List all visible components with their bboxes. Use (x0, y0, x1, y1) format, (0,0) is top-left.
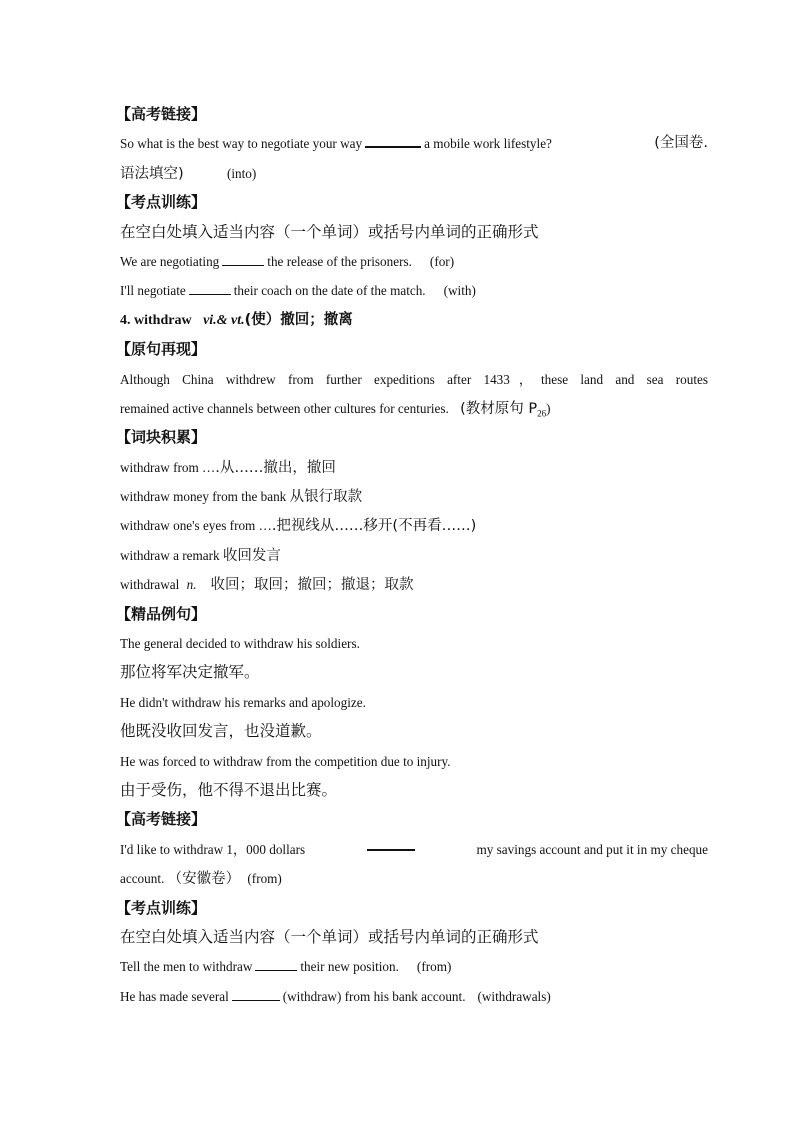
item-text: (withdraw) from his bank account. (282, 988, 466, 1004)
gaokao-link-heading: 【高考链接】 (116, 105, 207, 123)
part-of-speech: vi.& vt. (203, 312, 245, 328)
item-text: their coach on the date of the match. (233, 283, 426, 299)
gaokao-question-line-1 (120, 835, 708, 864)
example-english: The general decided to withdraw his soldiers. (120, 636, 360, 652)
item-text: Tell the men to withdraw (120, 959, 253, 975)
vocab-meaning: (使）撤回；撤离 (244, 311, 353, 328)
answer-blank (367, 835, 415, 851)
answer-key: (with) (443, 283, 476, 299)
answer-blank (365, 132, 421, 148)
item-text: their new position. (300, 959, 399, 975)
vocab-word: 4. withdraw (120, 312, 192, 328)
training-item (120, 952, 708, 981)
original-sentence-text: remained active channels between other cultures for centuries. (120, 400, 449, 416)
question-source: 语法填空) (120, 165, 184, 182)
item-text: He has made several (120, 988, 229, 1004)
textbook-reference: (教材原句 $P_{26}$) (460, 400, 551, 419)
gaokao-question-line-2 (120, 159, 708, 188)
answer-blank (189, 280, 231, 295)
training-heading: 【考点训练】 (116, 898, 207, 917)
training-instruction: 在空白处填入适当内容（一个单词）或括号内单词的正确形式 (120, 222, 539, 241)
phrase-item: withdraw money from the bank 从银行取款 (120, 489, 363, 506)
example-chinese: 那位将军决定撤军。 (120, 663, 260, 682)
question-source: (全国卷. (654, 135, 708, 152)
document-page (116, 100, 708, 1011)
answer-key: (from) (247, 871, 282, 887)
training-item (120, 276, 708, 305)
phrase-item: withdraw from ….从……撤出，撤回 (120, 459, 336, 476)
phrase-item: withdrawal n. 收回；取回；撤回；撤退；取款 (120, 577, 414, 594)
phrase-item: withdraw a remark 收回发言 (120, 547, 281, 564)
gaokao-question-line-1 (120, 129, 708, 158)
original-sentence-heading: 【原句再现】 (116, 340, 207, 359)
question-source: （安徽卷） (167, 871, 241, 888)
question-text: I'd like to withdraw 1，000 dollars (120, 841, 306, 857)
original-sentence-line-1: Although China withdrew from further expeditions after 1433，these land and sea routes (120, 371, 708, 387)
original-sentence-line-2 (120, 394, 708, 423)
phrase-accumulation-heading: 【词块积累】 (116, 428, 207, 447)
vocab-entry-heading (120, 306, 708, 335)
answer-key: (for) (429, 253, 455, 269)
question-text: my savings account and put it in my cheque (476, 841, 708, 857)
training-heading: 【考点训练】 (116, 193, 207, 212)
example-english: He didn't withdraw his remarks and apologize. (120, 694, 366, 710)
phrase-item: withdraw one's eyes from ….把视线从……移开(不再看……) (120, 518, 477, 535)
example-chinese: 他既没收回发言，也没道歉。 (120, 722, 322, 741)
answer-blank (255, 956, 297, 971)
example-sentences-heading: 【精品例句】 (116, 604, 207, 623)
question-text: account. (120, 871, 165, 887)
answer-blank (232, 986, 280, 1001)
item-text: the release of the prisoners. (267, 253, 412, 269)
gaokao-link-heading: 【高考链接】 (116, 810, 207, 829)
answer-key: (from) (416, 959, 452, 975)
gaokao-question-line-2 (120, 864, 708, 893)
example-english: He was forced to withdraw from the competition due to injury. (120, 753, 451, 769)
item-text: I'll negotiate (120, 283, 186, 299)
question-text: So what is the best way to negotiate your way (120, 136, 363, 152)
answer-key: (into) (226, 165, 257, 181)
training-instruction: 在空白处填入适当内容（一个单词）或括号内单词的正确形式 (120, 927, 539, 946)
question-text: a mobile work lifestyle? (424, 136, 552, 152)
answer-blank (222, 251, 264, 266)
item-text: We are negotiating (120, 253, 220, 269)
training-item (120, 982, 708, 1011)
example-chinese: 由于受伤，他不得不退出比赛。 (120, 780, 338, 799)
answer-key: (withdrawals) (477, 988, 551, 1004)
training-item (120, 247, 708, 276)
